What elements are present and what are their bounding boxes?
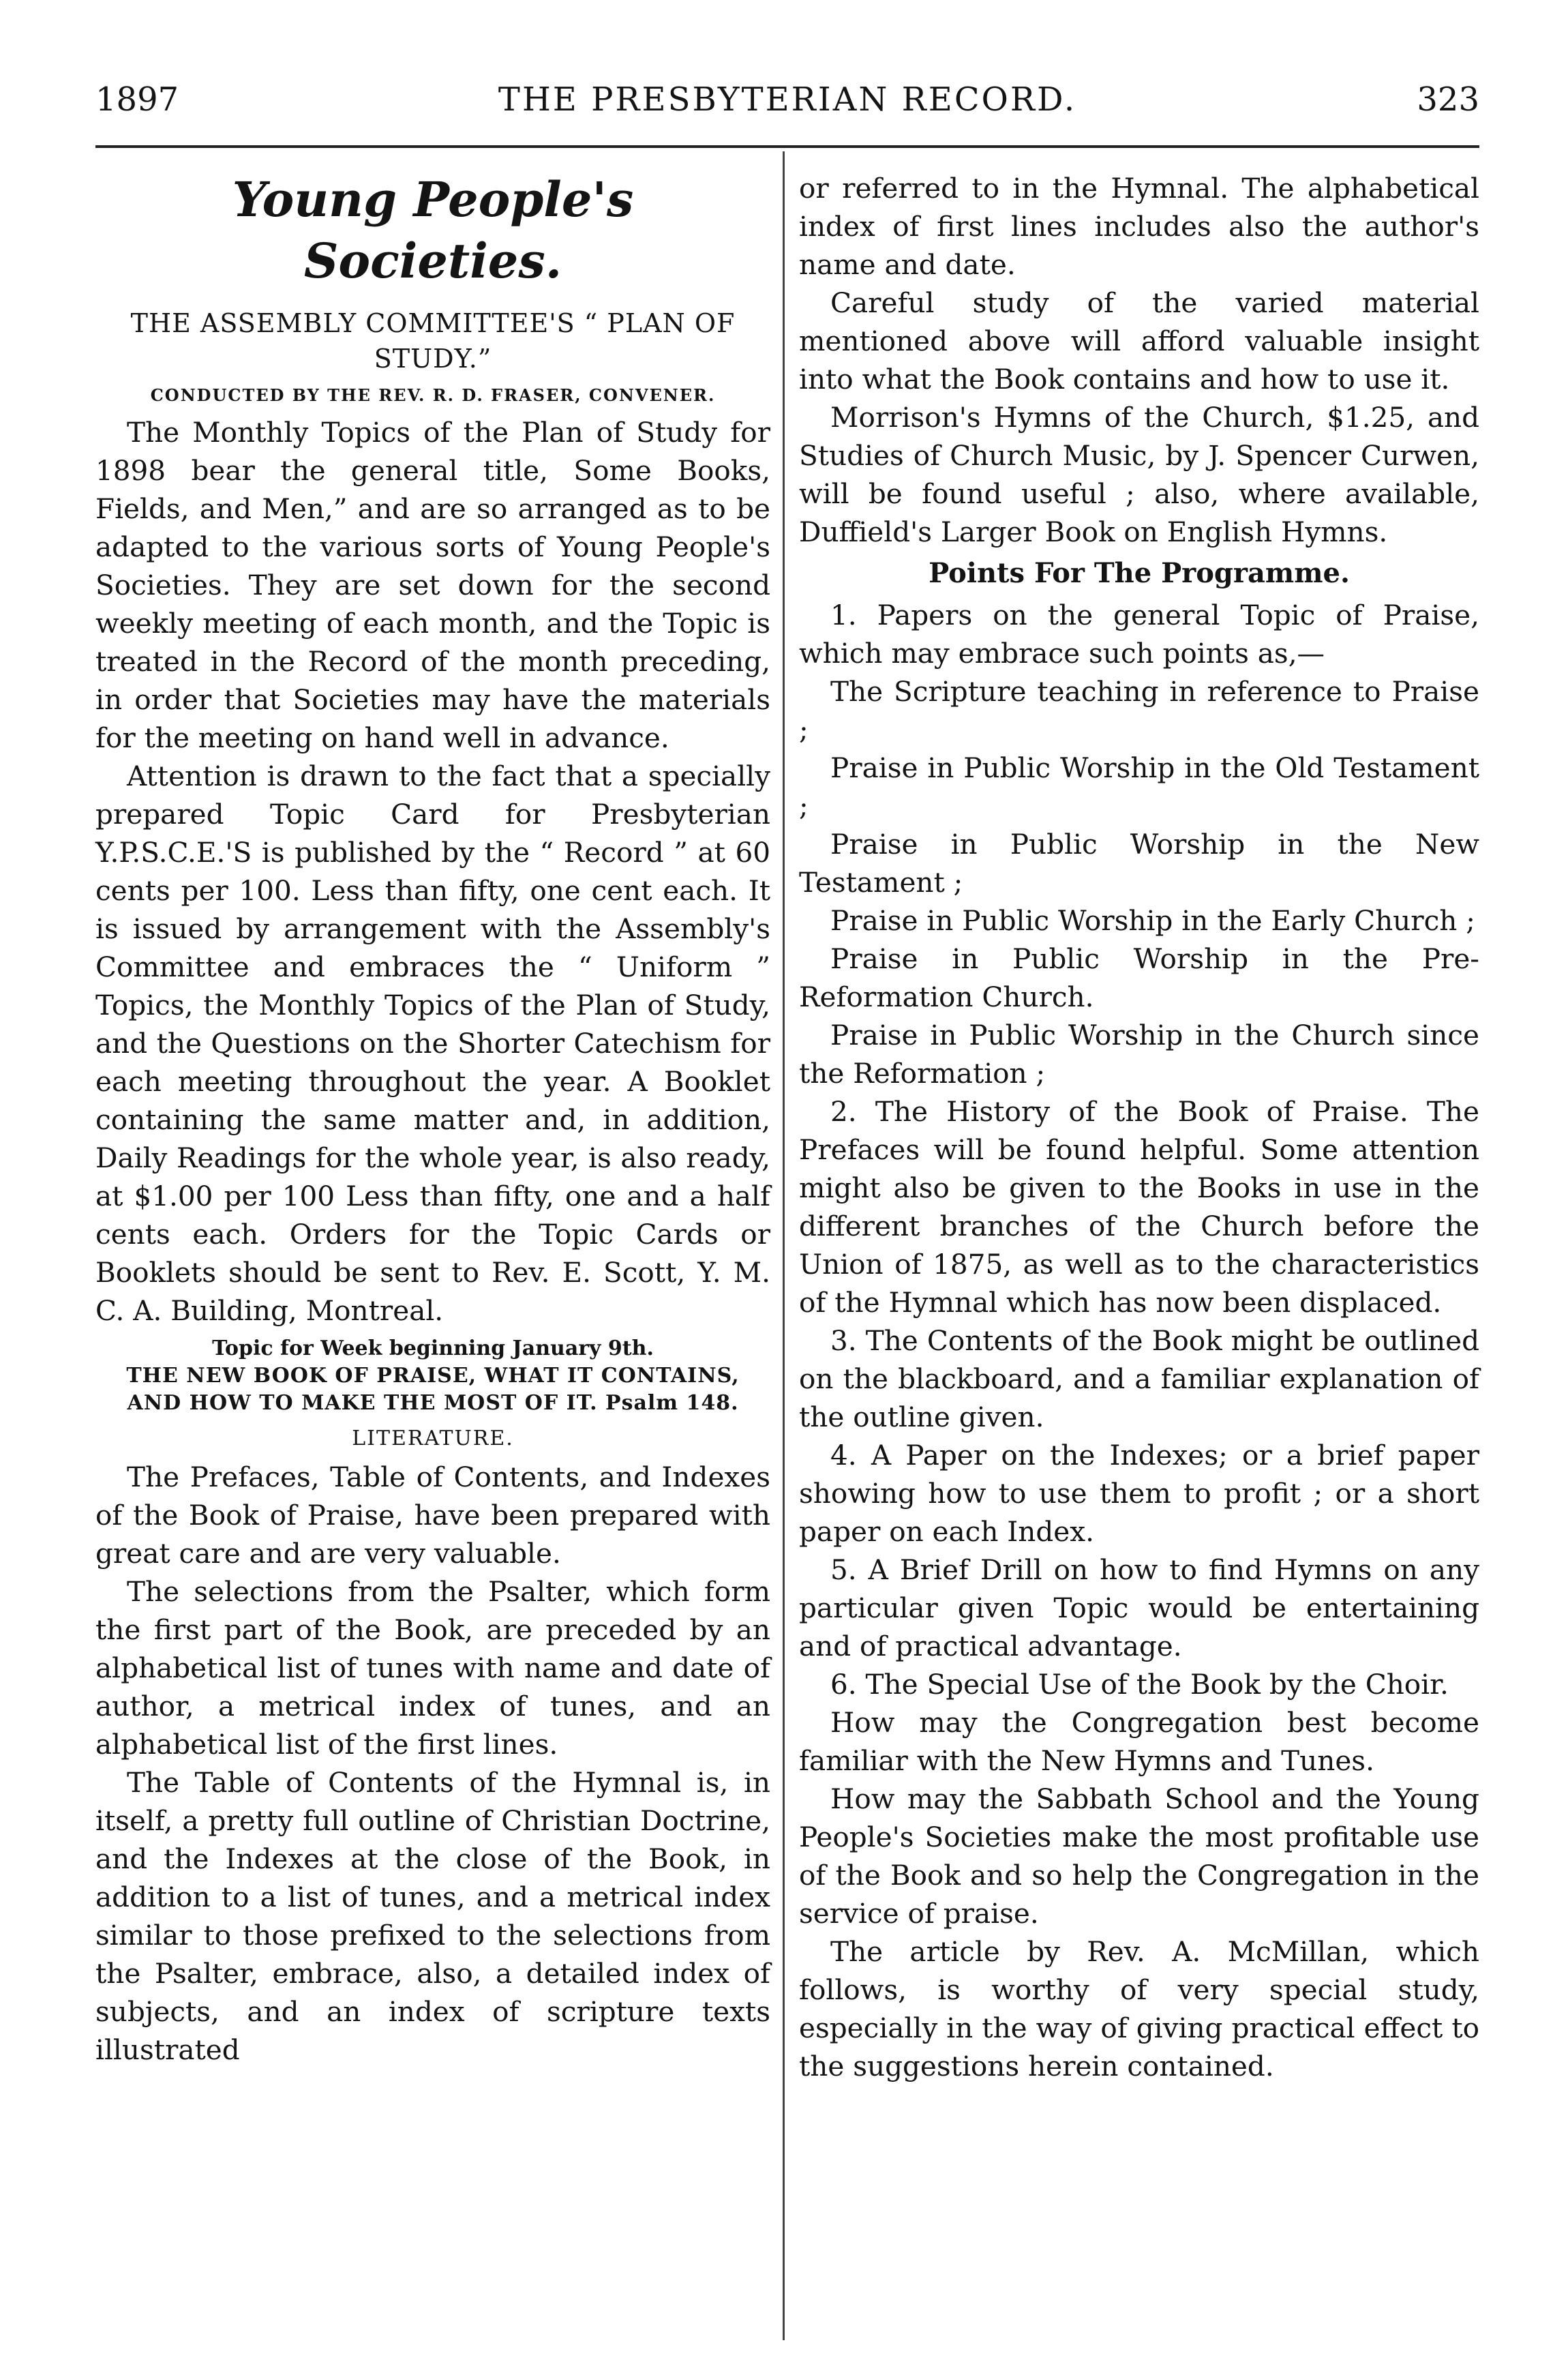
left-column (95, 169, 770, 2069)
paragraph: How may the Sabbath School and the Young People's Societies make the most profitable use of the Book and so help the Congregation in the service of praise. (799, 1782, 1479, 1930)
right-column (799, 169, 1479, 2085)
paragraph: 1. Papers on the general Topic of Praise, which may embrace such points as,— (799, 599, 1479, 670)
header-year: 1897 (95, 80, 179, 119)
paragraph: 6. The Special Use of the Book by the Choir. (830, 1668, 1449, 1701)
header-rule (95, 145, 1479, 148)
points-heading: Points For The Programme. (929, 557, 1350, 589)
paragraph: 4. A Paper on the Indexes; or a brief paper showing how to use them to profit ; or a short paper on each Index. (799, 1439, 1479, 1548)
paragraph: The Prefaces, Table of Contents, and Indexes of the Book of Praise, have been prepared with great care and are very valuable. (95, 1461, 770, 1570)
page-header (95, 80, 1479, 142)
paragraph: 3. The Contents of the Book might be outlined on the blackboard, and a familiar explanation of the outline given. (799, 1324, 1479, 1433)
paragraph: The article by Rev. A. McMillan, which follows, is worthy of very special study, especially in the way of giving practical effect to the suggestions herein contained. (799, 1935, 1479, 2082)
topic-date: Topic for Week beginning January 9th. (212, 1336, 654, 1360)
paragraph: Praise in Public Worship in the Pre-Reformation Church. (799, 942, 1479, 1013)
paragraph: Praise in Public Worship in the Church since the Reformation ; (799, 1019, 1479, 1090)
paragraph: Attention is drawn to the fact that a specially prepared Topic Card for Presbyterian Y.P.S.C.E.'S is published by the “ Record ” at 60 cents per 100. Less than fifty, one cent each. It is issued by arrangement with the Assembly's Committee and embraces the “ Uniform ” Topics, the Monthly Topics of the Plan of Study, and the Questions on the Shorter Catechism for each meeting throughout the year. A Booklet containing the same matter and, in addition, Daily Readings for the whole year, is also ready, at $1.00 per 100 Less than fifty, one and a half cents each. Orders for the Topic Cards or Booklets should be sent to Rev. E. Scott, Y. M. C. A. Building, Montreal. (95, 760, 770, 1327)
conducted-by-line: CONDUCTED BY THE REV. R. D. FRASER, CONVENER. (150, 385, 716, 405)
paragraph: Praise in Public Worship in the New Testament ; (799, 828, 1479, 899)
topic-title: THE NEW BOOK OF PRAISE, WHAT IT CONTAINS, AND HOW TO MAKE THE MOST OF IT. Psalm 148. (126, 1364, 740, 1415)
paragraph: Morrison's Hymns of the Church, $1.25, and Studies of Church Music, by J. Spencer Curwen, will be found useful ; also, where available, Duffield's Larger Book on English Hymns. (799, 401, 1479, 548)
paragraph: How may the Congregation best become familiar with the New Hymns and Tunes. (799, 1706, 1479, 1777)
paragraph: Praise in Public Worship in the Early Church ; (830, 904, 1475, 937)
paragraph: Praise in Public Worship in the Old Testament ; (799, 751, 1479, 822)
paragraph: The Table of Contents of the Hymnal is, in itself, a pretty full outline of Christian Doctrine, and the Indexes at the close of the Book, in addition to a list of tunes, and a metrical index similar to those prefixed to the selections from the Psalter, embrace, also, a detailed index of subjects, and an index of scripture texts illustrated (95, 1766, 770, 2066)
paragraph: or referred to in the Hymnal. The alphabetical index of first lines includes also the author's name and date. (799, 172, 1479, 281)
header-title: THE PRESBYTERIAN RECORD. (498, 80, 1077, 119)
article-heading: THE ASSEMBLY COMMITTEE'S “ PLAN OF STUDY.” (130, 308, 736, 374)
paragraph: The Scripture teaching in reference to Praise ; (799, 675, 1479, 746)
paragraph: The Monthly Topics of the Plan of Study for 1898 bear the general title, Some Books, Fields, and Men,” and are so arranged as to be adapted to the various sorts of Young People's Societies. They are set down for the second weekly meeting of each month, and the Topic is treated in the Record of the month preceding, in order that Societies may have the materials for the meeting on hand well in advance. (95, 416, 770, 754)
paragraph: Careful study of the varied material mentioned above will afford valuable insight into what the Book contains and how to use it. (799, 286, 1479, 395)
section-title: Young People's Societies. (232, 171, 634, 289)
paragraph: 2. The History of the Book of Praise. The Prefaces will be found helpful. Some attention might also be given to the Books in use in the different branches of the Church before the Union of 1875, as well as to the characteristics of the Hymnal which has now been displaced. (799, 1095, 1479, 1319)
literature-heading: LITERATURE. (352, 1427, 514, 1450)
paragraph: The selections from the Psalter, which form the first part of the Book, are preceded by an alphabetical list of tunes with name and date of author, a metrical index of tunes, and an alphabetical list of the first lines. (95, 1575, 770, 1761)
column-divider (783, 151, 785, 2340)
header-page-number: 323 (1417, 80, 1479, 119)
paragraph: 5. A Brief Drill on how to find Hymns on any particular given Topic would be entertaining and of practical advantage. (799, 1553, 1479, 1662)
